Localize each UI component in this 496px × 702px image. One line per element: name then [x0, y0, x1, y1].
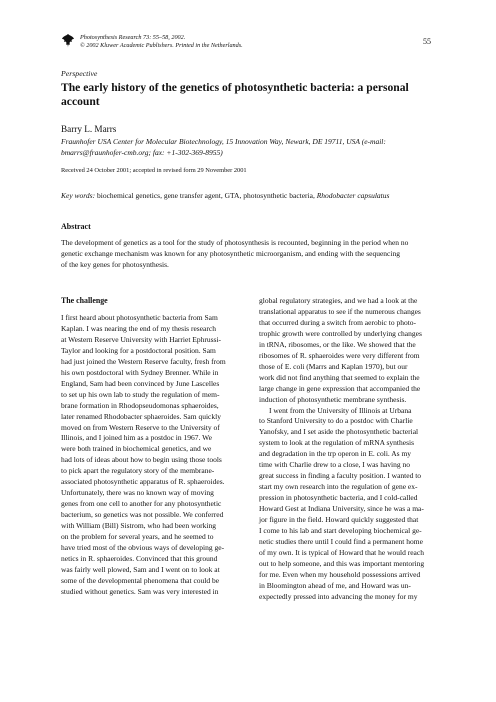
- received-dates: Received 24 October 2001; accepted in revised form 29 November 2001: [61, 167, 247, 174]
- body-text-line: to pick apart the regulatory story of the membrane-: [61, 466, 215, 476]
- body-text-line: with William (Bill) Sistrom, who had been working: [61, 521, 216, 531]
- body-text-line: Illinois, and I joined him as a postdoc in 1967. We: [61, 433, 212, 443]
- body-text-line: on the problem for several years, and he seemed to: [61, 532, 214, 542]
- body-text-line: for me. Even when my household possessions arrived: [259, 569, 421, 579]
- body-text-line: time with Charlie drew to a close, I was having no: [259, 460, 411, 470]
- publisher-logo-icon: [60, 33, 76, 49]
- article-title: [61, 81, 409, 109]
- body-text-line: netics in R. sphaeroides. Convinced that this ground: [61, 553, 218, 563]
- body-text-line: pression in photosynthetic bacteria, and I cold-called: [259, 493, 418, 503]
- body-column-right: [259, 296, 443, 603]
- body-text-line: Kaplan. I was nearing the end of my thesis research: [61, 323, 216, 333]
- body-text-line: system to look at the regulation of mRNA synthesis: [259, 438, 414, 448]
- body-text-line: I come to his lab and start developing biochemical ge-: [259, 526, 422, 536]
- abstract-line: genetic exchange mechanism was known for any photosynthetic microorganism, and ending with the sequencing: [61, 249, 400, 258]
- abstract-body: [61, 237, 408, 270]
- body-text-line: his own postdoctoral with Sydney Brenner. While in: [61, 367, 219, 377]
- body-text-line: and degradation in the trp operon in E. coli. As my: [259, 449, 412, 459]
- keywords-organism: Rhodobacter capsulatus: [316, 191, 390, 200]
- author-affiliation: [61, 137, 386, 158]
- body-text-line: in tRNA, ribosomes, or the like. We showed that the: [259, 339, 416, 349]
- body-text-line: Unfortunately, there was no known way of moving: [61, 488, 214, 498]
- body-text-line: had just joined the Western Reserve faculty, fresh from: [61, 356, 226, 366]
- journal-line-2: © 2002 Kluwer Academic Publishers. Printed in the Netherlands.: [80, 41, 243, 49]
- keywords-text: biochemical genetics, gene transfer agent, GTA, photosynthetic bacteria,: [95, 191, 317, 200]
- affiliation-line-2: bmarrs@fraunhofer-cmb.org; fax: +1-302-369-8955): [61, 147, 223, 157]
- section-heading: The challenge: [61, 296, 108, 305]
- body-text-line: bacterium, so genetics was not possible. We conferred: [61, 510, 224, 520]
- body-text-line: Taylor and looking for a postdoctoral position. Sam: [61, 345, 216, 355]
- body-text-line: translational apparatus to see if the numerous changes: [259, 306, 421, 316]
- body-text-line: have tried most of the obvious ways of developing ge-: [61, 543, 225, 553]
- title-line-1: The early history of the genetics of photosynthetic bacteria: a personal: [61, 81, 409, 94]
- body-text-line: start my own research into the regulation of gene ex-: [259, 482, 418, 492]
- body-text-line: expectedly pressed into advancing the money for my: [259, 591, 418, 601]
- journal-line-1: Photosynthesis Research 73: 55–58, 2002.: [80, 34, 186, 41]
- body-text-line: brane formation in Rhodopseudomonas sphaeroides,: [61, 400, 219, 410]
- section-label: Perspective: [61, 69, 98, 78]
- author-name: Barry L. Marrs: [61, 124, 117, 134]
- body-text-line: great success in finding a faculty position. I wanted to: [259, 471, 422, 481]
- body-text-line: trophic growth were controlled by underlying changes: [259, 328, 422, 338]
- body-text-line: associated photosynthetic apparatus of R. sphaeroides.: [61, 477, 225, 487]
- body-text-line: jor figure in the field. Howard quickly suggested that: [259, 515, 419, 525]
- affiliation-line-1: Fraunhofer USA Center for Molecular Biotechnology, 15 Innovation Way, Newark, DE 19711, USA (e-mail:: [61, 137, 386, 146]
- body-text-line: netic studies there until I could find a permanent home: [259, 536, 423, 546]
- body-text-line: later renamed Rhodobacter sphaeroides. Sam quickly: [61, 411, 221, 421]
- body-text-line: Howard Gest at Indiana University, since he was a ma-: [259, 504, 424, 514]
- body-text-line: that occurred during a switch from aerobic to photo-: [259, 317, 417, 327]
- body-text-line: moved on from Western Reserve to the University of: [61, 422, 220, 432]
- body-text-line: had lots of ideas about how to begin using those tools: [61, 455, 222, 465]
- body-text-line: work did not find anything that seemed to explain the: [259, 372, 420, 382]
- body-text-line: were both trained in biochemical genetics, and we: [61, 444, 212, 454]
- body-text-line: studied without genetics. Sam was very interested in: [61, 586, 219, 596]
- journal-citation: [80, 34, 243, 49]
- abstract-heading: Abstract: [61, 222, 91, 231]
- body-text-line: those of E. coli (Marrs and Kaplan 1970), but our: [259, 361, 408, 371]
- body-text-line: to set up his own lab to study the regulation of mem-: [61, 389, 220, 399]
- body-text-line: in Bloomington ahead of me, and Howard was un-: [259, 580, 411, 590]
- body-text-line: to Stanford University to do a postdoc with Charlie: [259, 416, 413, 426]
- body-text-line: global regulatory strategies, and we had a look at the: [259, 296, 418, 305]
- abstract-line: of the key genes for photosynthesis.: [61, 260, 169, 269]
- keywords-label: Key words:: [61, 191, 96, 200]
- page-number: 55: [423, 37, 431, 46]
- body-text-line: induction of photosynthetic membrane synthesis.: [259, 394, 407, 404]
- abstract-line: The development of genetics as a tool for the study of photosynthesis is recounted, beginning in the period when no: [61, 238, 409, 247]
- body-column-left: [61, 313, 247, 598]
- body-text-line: of my own. It is typical of Howard that he would reach: [259, 547, 424, 557]
- body-text-line: was fairly well plowed, Sam and I went on to look at: [61, 564, 220, 574]
- body-text-line: some of the developmental phenomena that could be: [61, 575, 220, 585]
- body-text-line: I went from the University of Illinois at Urbana: [269, 405, 412, 415]
- body-text-line: I first heard about photosynthetic bacteria from Sam: [61, 313, 218, 322]
- body-text-line: out to help someone, and this was important mentoring: [259, 558, 425, 568]
- body-text-line: large change in gene expression that accompanied the: [259, 383, 421, 393]
- body-text-line: at Western Reserve University with Harriet Ephrussi-: [61, 334, 222, 344]
- keywords: [61, 191, 389, 200]
- body-text-line: England, Sam had been convinced by June Lascelles: [61, 378, 220, 388]
- body-text-line: ribosomes of R. sphaeroides were very different from: [259, 350, 420, 360]
- title-line-2: account: [61, 95, 100, 108]
- body-text-line: genes from one cell to another for any photosynthetic: [61, 499, 222, 509]
- body-text-line: Yanofsky, and I set aside the photosynthetic bacterial: [259, 427, 419, 437]
